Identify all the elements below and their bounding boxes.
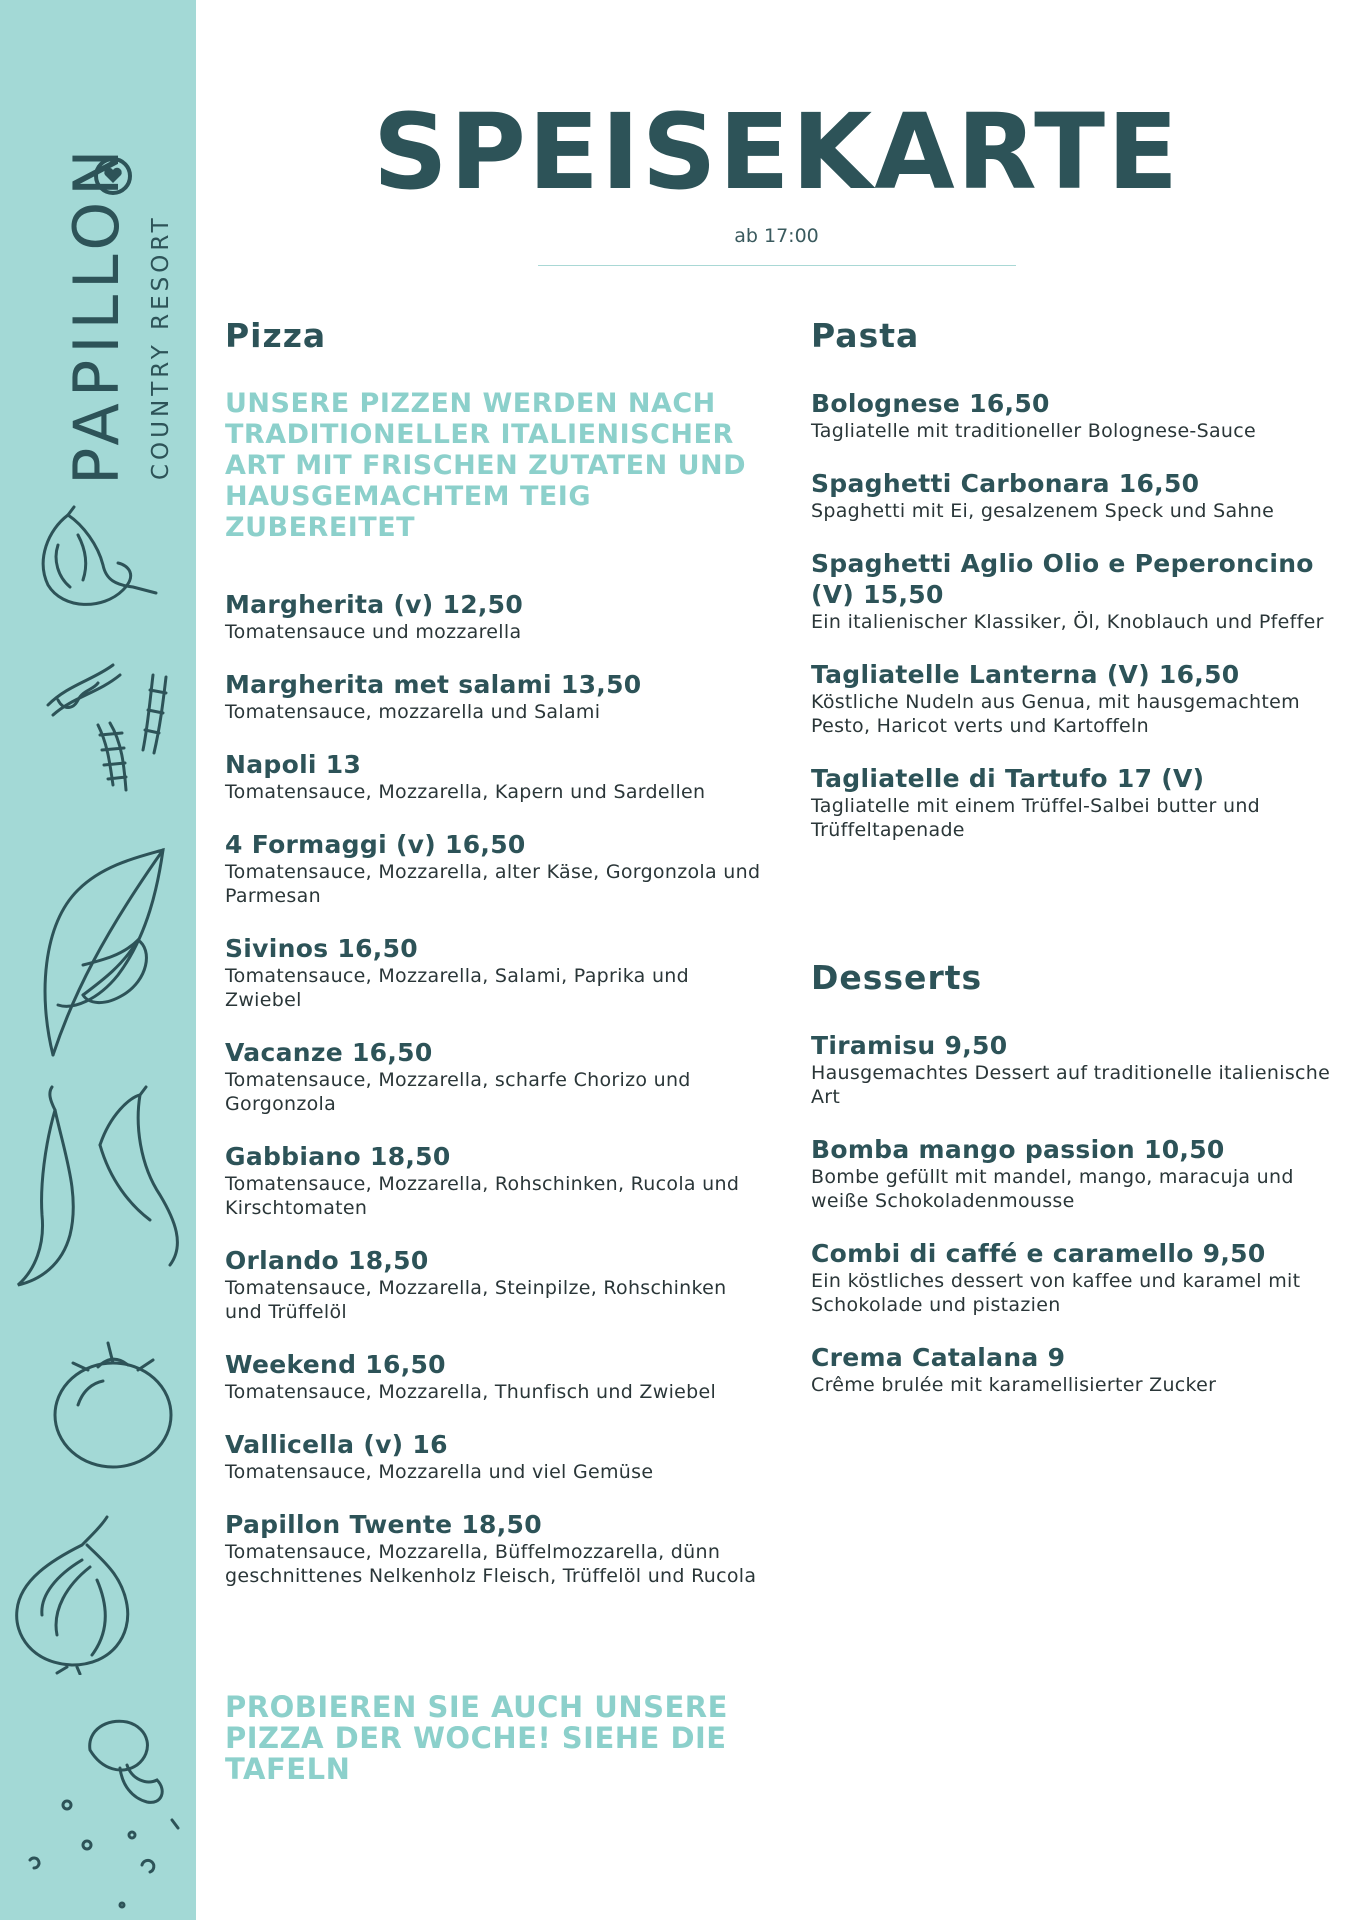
menu-item-description: Tomatensauce, Mozzarella, Steinpilze, Rohschinken und Trüffelöl xyxy=(225,1277,727,1324)
menu-item-description: Hausgemachtes Dessert auf traditionelle italienische Art xyxy=(811,1062,1331,1109)
menu-item-name: Orlando 18,50 xyxy=(225,1246,429,1276)
menu-item-name: Vacanze 16,50 xyxy=(225,1038,433,1068)
menu-item-description: Tomatensauce, Mozzarella, Büffelmozzarella, dünn geschnittenes Nelkenholz Fleisch, Trüffelöl und Rucola xyxy=(225,1541,757,1588)
menu-item xyxy=(225,669,765,724)
page-subtitle: ab 17:00 xyxy=(734,225,819,247)
menu-item-name: Vallicella (v) 16 xyxy=(225,1430,448,1460)
menu-item-name: Weekend 16,50 xyxy=(225,1350,446,1380)
menu-item-name: Spaghetti Aglio Olio e Peperoncino (V) 15,50 xyxy=(811,549,1314,610)
sidebar xyxy=(0,0,196,1920)
menu-item xyxy=(811,1238,1331,1317)
menu-item-name: Margherita (v) 12,50 xyxy=(225,590,524,620)
menu-item-description: Tomatensauce, Mozzarella, scharfe Chorizo und Gorgonzola xyxy=(225,1069,691,1116)
menu-item-name: Tagliatelle Lanterna (V) 16,50 xyxy=(811,660,1240,690)
brand-subtitle: COUNTRY RESORT xyxy=(148,214,174,480)
menu-item xyxy=(811,1342,1331,1397)
menu-item-description: Köstliche Nudeln aus Genua, mit hausgemachtem Pesto, Haricot verts und Kartoffeln xyxy=(811,691,1300,738)
menu-item-description: Tomatensauce, Mozzarella, Rohschinken, Rucola und Kirschtomaten xyxy=(225,1173,740,1220)
menu-item-description: Tomatensauce, mozzarella und Salami xyxy=(225,701,601,724)
menu-item-name: Crema Catalana 9 xyxy=(811,1343,1066,1373)
menu-item-name: Bomba mango passion 10,50 xyxy=(811,1135,1225,1165)
menu-item xyxy=(811,1030,1331,1109)
menu-item xyxy=(225,1349,765,1404)
section-title-pizza: Pizza xyxy=(225,316,327,355)
menu-item xyxy=(225,1037,765,1116)
pasta-section xyxy=(811,318,1331,867)
garlic-icon xyxy=(28,505,163,615)
menu-item-description: Spaghetti mit Ei, gesalzenem Speck und Sahne xyxy=(811,500,1275,523)
title-divider xyxy=(538,265,1016,266)
menu-item-name: Napoli 13 xyxy=(225,750,362,780)
basil-leaf-icon xyxy=(28,845,168,1075)
menu-item-name: Combi di caffé e caramello 9,50 xyxy=(811,1239,1266,1269)
menu-item xyxy=(225,933,765,1012)
pizza-list xyxy=(225,589,765,1588)
menu-item-description: Crême brulée mit karamellisierter Zucker xyxy=(811,1374,1217,1397)
menu-item xyxy=(811,763,1331,842)
pasta-list xyxy=(811,388,1331,842)
menu-item-description: Tomatensauce, Mozzarella, Kapern und Sardellen xyxy=(225,781,706,804)
onion-icon xyxy=(12,1515,147,1675)
menu-item-description: Ein italienischer Klassiker, Öl, Knoblauch und Pfeffer xyxy=(811,611,1324,634)
menu-item-description: Tagliatelle mit traditioneller Bolognese-Sauce xyxy=(811,420,1256,443)
menu-item xyxy=(225,589,765,644)
menu-item-description: Tomatensauce, Mozzarella, alter Käse, Gorgonzola und Parmesan xyxy=(225,861,761,908)
menu-item xyxy=(811,659,1331,738)
section-title-pasta: Pasta xyxy=(811,316,920,355)
menu-item-description: Bombe gefüllt mit mandel, mango, maracuja und weiße Schokoladenmousse xyxy=(811,1166,1294,1213)
menu-item-description: Tomatensauce, Mozzarella, Thunfisch und Zwiebel xyxy=(225,1381,717,1404)
menu-item-name: Tiramisu 9,50 xyxy=(811,1031,1008,1061)
menu-item xyxy=(225,1141,765,1220)
menu-item-name: Papillon Twente 18,50 xyxy=(225,1510,542,1540)
menu-item xyxy=(225,829,765,908)
menu-item-name: Spaghetti Carbonara 16,50 xyxy=(811,469,1200,499)
desserts-list xyxy=(811,1030,1331,1397)
tomato-icon xyxy=(48,1335,183,1475)
menu-item-name: Margherita met salami 13,50 xyxy=(225,670,642,700)
brand-name: PAPILLON xyxy=(60,143,133,485)
menu-item xyxy=(225,749,765,804)
menu-item-name: Gabbiano 18,50 xyxy=(225,1142,451,1172)
menu-item-name: Bolognese 16,50 xyxy=(811,389,1050,419)
menu-item-name: Tagliatelle di Tartufo 17 (V) xyxy=(811,764,1205,794)
menu-item-description: Tomatensauce und mozzarella xyxy=(225,621,522,644)
menu-item xyxy=(225,1509,765,1588)
pizza-intro: UNSERE PIZZEN WERDEN NACH TRADITIONELLER ITALIENISCHER ART MIT FRISCHEN ZUTATEN UND HAUSGEMACHTEM TEIG ZUBEREITET xyxy=(225,388,747,544)
menu-item-description: Tagliatelle mit einem Trüffel-Salbei butter und Trüffeltapenade xyxy=(811,795,1261,842)
pizza-section xyxy=(225,318,765,1613)
menu-item xyxy=(225,1245,765,1324)
menu-item-description: Ein köstliches dessert von kaffee und karamel mit Schokolade und pistazien xyxy=(811,1270,1301,1317)
desserts-section xyxy=(811,960,1331,1422)
pizza-outro: PROBIEREN SIE AUCH UNSERE PIZZA DER WOCHE! SIEHE DIE TAFELN xyxy=(225,1690,728,1786)
menu-item-name: Sivinos 16,50 xyxy=(225,934,418,964)
menu-item-name: 4 Formaggi (v) 16,50 xyxy=(225,830,526,860)
menu-item xyxy=(811,548,1331,634)
menu-item-description: Tomatensauce, Mozzarella und viel Gemüse xyxy=(225,1461,654,1484)
menu-item xyxy=(225,1429,765,1484)
menu-item xyxy=(811,1134,1331,1213)
mushroom-icon xyxy=(22,1710,182,1910)
menu-item xyxy=(811,468,1331,523)
menu-item xyxy=(811,388,1331,443)
chili-pepper-icon xyxy=(10,1085,190,1295)
menu-item-description: Tomatensauce, Mozzarella, Salami, Paprika und Zwiebel xyxy=(225,965,689,1012)
page-title: SPEISEKARTE xyxy=(372,91,1181,213)
fusilli-icon xyxy=(38,655,183,815)
section-title-desserts: Desserts xyxy=(811,958,983,997)
